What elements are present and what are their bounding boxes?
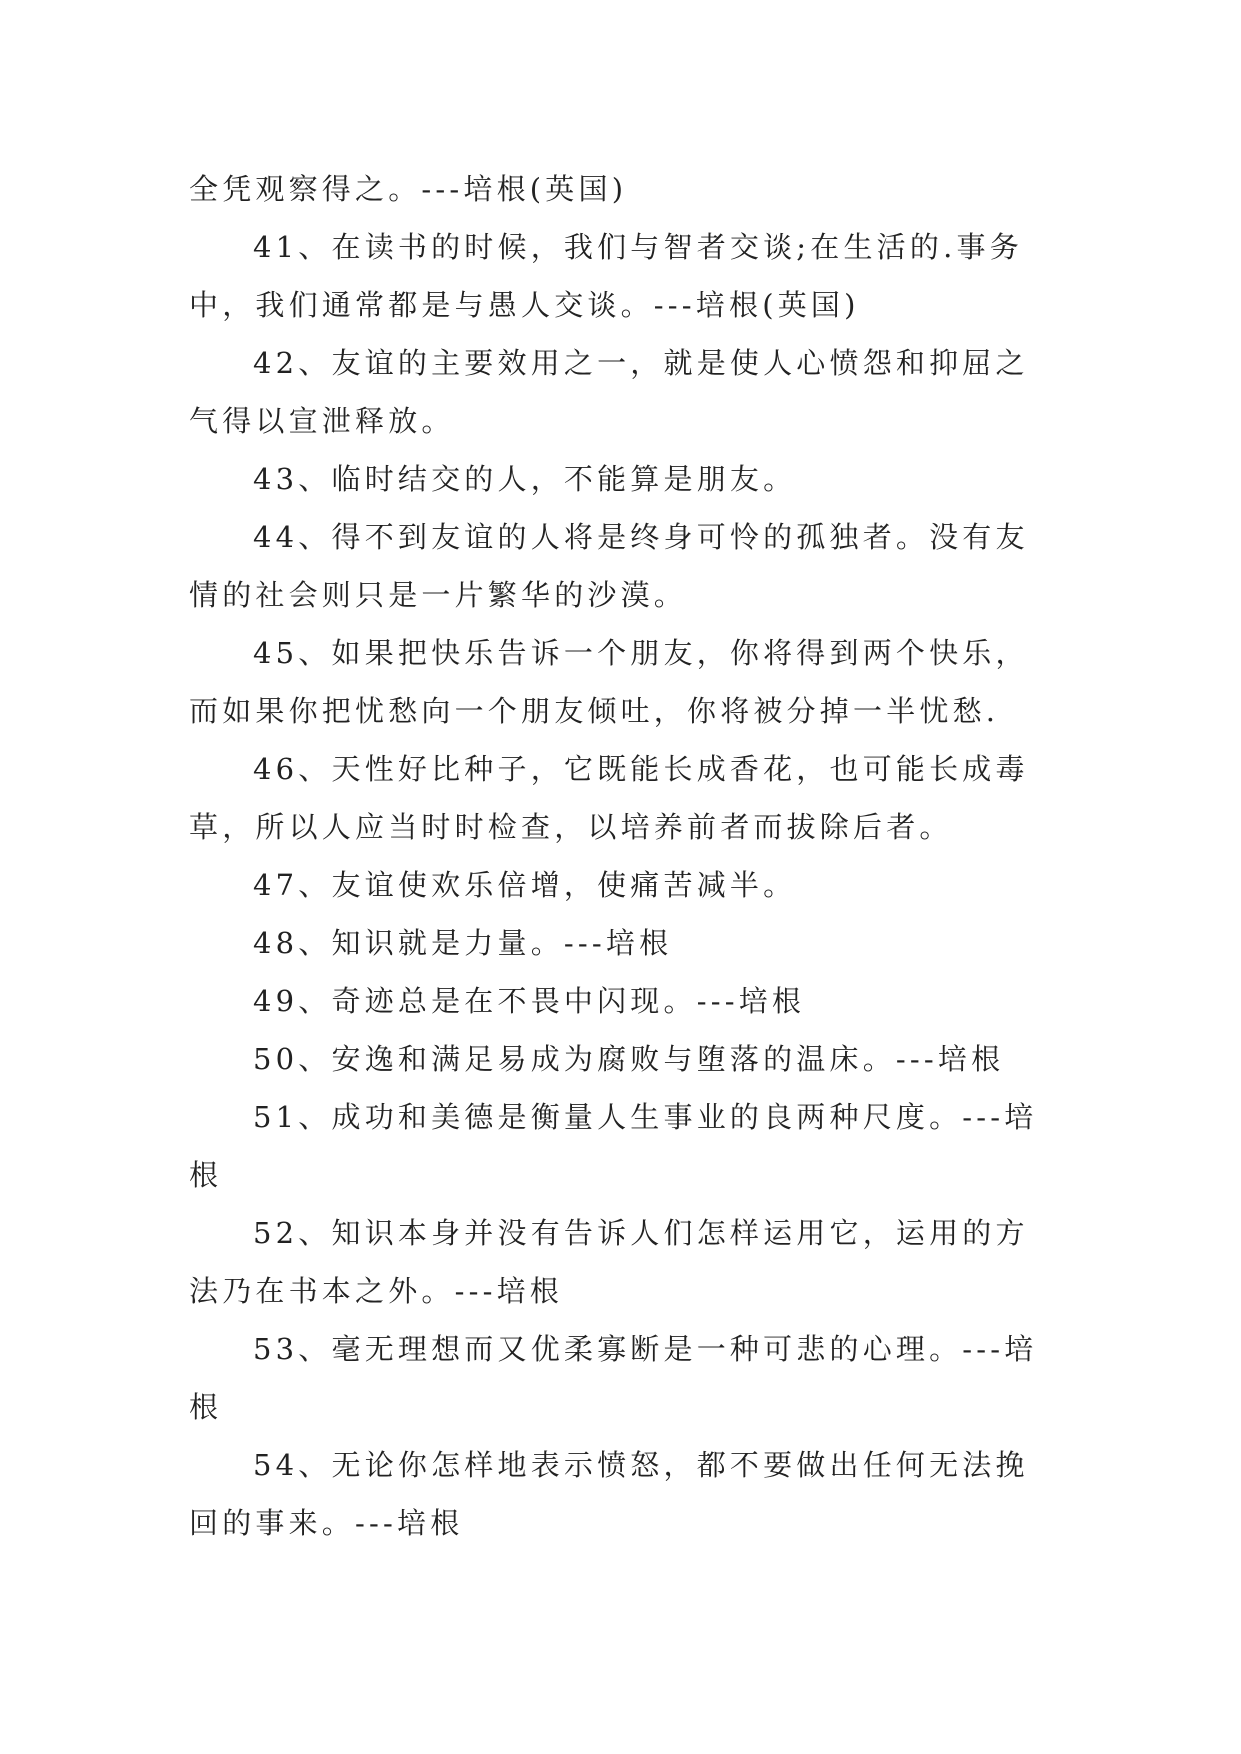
quote-47: 47、友谊使欢乐倍增，使痛苦减半。 (253, 868, 797, 902)
quote-52: 52、知识本身并没有告诉人们怎样运用它，运用的方法乃在书本之外。---培根 (189, 1216, 1029, 1308)
quote-53: 53、毫无理想而又优柔寡断是一种可悲的心理。---培根 (189, 1332, 1038, 1424)
quote-41: 41、在读书的时候，我们与智者交谈;在生活的.事务中，我们通常都是与愚人交谈。---培根(英国) (189, 230, 1023, 322)
quote-48: 48、知识就是力量。---培根 (253, 926, 673, 960)
document-body (189, 160, 1051, 1552)
quote-45: 45、如果把快乐告诉一个朋友，你将得到两个快乐，而如果你把忧愁向一个朋友倾吐，你将被分掉一半忧愁. (189, 636, 1029, 728)
quote-46: 46、天性好比种子，它既能长成香花，也可能长成毒草，所以人应当时时检查，以培养前者而拔除后者。 (189, 752, 1029, 844)
quote-43: 43、临时结交的人，不能算是朋友。 (253, 462, 797, 496)
quote-44: 44、得不到友谊的人将是终身可怜的孤独者。没有友情的社会则只是一片繁华的沙漠。 (189, 520, 1029, 612)
quote-49: 49、奇迹总是在不畏中闪现。---培根 (253, 984, 806, 1018)
quote-50: 50、安逸和满足易成为腐败与堕落的温床。---培根 (253, 1042, 1005, 1076)
quote-42: 42、友谊的主要效用之一，就是使人心愤怨和抑屈之气得以宣泄释放。 (189, 346, 1029, 438)
paragraph-continuation: 全凭观察得之。---培根(英国) (189, 172, 628, 206)
quote-54: 54、无论你怎样地表示愤怒，都不要做出任何无法挽回的事来。---培根 (189, 1448, 1029, 1540)
quote-51: 51、成功和美德是衡量人生事业的良两种尺度。---培根 (189, 1100, 1038, 1192)
